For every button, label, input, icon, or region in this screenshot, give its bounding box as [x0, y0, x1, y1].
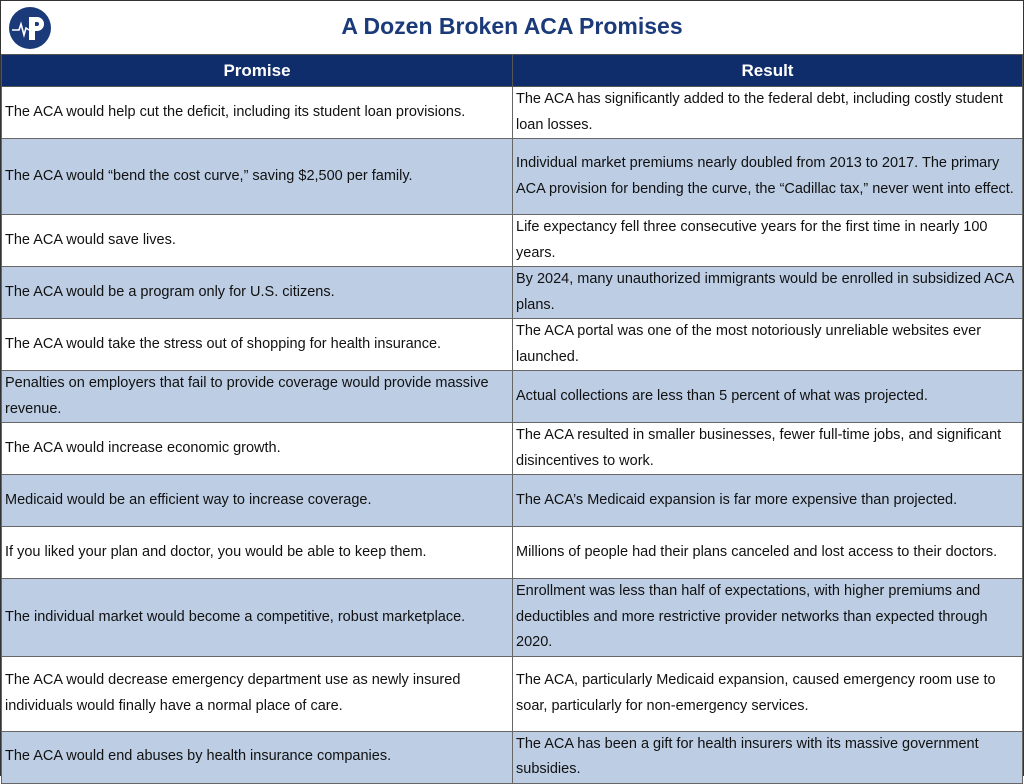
promises-table: [1, 54, 1023, 784]
promise-cell: Medicaid would be an efficient way to increase coverage.: [2, 475, 513, 527]
result-cell: Enrollment was less than half of expectations, with higher premiums and deductibles and more restrictive provider networks than expected through 2020.: [513, 579, 1023, 657]
page-title: A Dozen Broken ACA Promises: [341, 13, 683, 39]
promise-cell: The individual market would become a competitive, robust marketplace.: [2, 579, 513, 657]
table-row: [2, 475, 1023, 527]
table-row: [2, 267, 1023, 319]
promise-cell: If you liked your plan and doctor, you would be able to keep them.: [2, 527, 513, 579]
table-row: [2, 371, 1023, 423]
column-header-promise: Promise: [2, 55, 513, 87]
promise-cell: The ACA would save lives.: [2, 215, 513, 267]
table-row: [2, 215, 1023, 267]
result-cell: The ACA resulted in smaller businesses, fewer full-time jobs, and significant disincentives to work.: [513, 423, 1023, 475]
result-cell: The ACA’s Medicaid expansion is far more expensive than projected.: [513, 475, 1023, 527]
promise-cell: The ACA would “bend the cost curve,” saving $2,500 per family.: [2, 139, 513, 215]
table-row: [2, 731, 1023, 783]
result-cell: The ACA, particularly Medicaid expansion, caused emergency room use to soar, particularly for non-emergency services.: [513, 656, 1023, 731]
promise-cell: The ACA would decrease emergency department use as newly insured individuals would finally have a normal place of care.: [2, 656, 513, 731]
header-row: [2, 55, 1023, 87]
promise-cell: The ACA would end abuses by health insurance companies.: [2, 731, 513, 783]
result-cell: The ACA has significantly added to the federal debt, including costly student loan losses.: [513, 87, 1023, 139]
result-cell: Actual collections are less than 5 percent of what was projected.: [513, 371, 1023, 423]
promise-cell: Penalties on employers that fail to provide coverage would provide massive revenue.: [2, 371, 513, 423]
title-bar: [1, 1, 1023, 54]
result-cell: Millions of people had their plans canceled and lost access to their doctors.: [513, 527, 1023, 579]
result-cell: Life expectancy fell three consecutive years for the first time in nearly 100 years.: [513, 215, 1023, 267]
promise-cell: The ACA would be a program only for U.S. citizens.: [2, 267, 513, 319]
result-cell: Individual market premiums nearly doubled from 2013 to 2017. The primary ACA provision for bending the curve, the “Cadillac tax,” never went into effect.: [513, 139, 1023, 215]
table-row: [2, 423, 1023, 475]
column-header-result: Result: [513, 55, 1023, 87]
table-row: [2, 527, 1023, 579]
promise-cell: The ACA would help cut the deficit, including its student loan provisions.: [2, 87, 513, 139]
table-row: [2, 579, 1023, 657]
table-row: [2, 319, 1023, 371]
table-row: [2, 87, 1023, 139]
table-row: [2, 656, 1023, 731]
table-row: [2, 139, 1023, 215]
result-cell: The ACA portal was one of the most notoriously unreliable websites ever launched.: [513, 319, 1023, 371]
promise-cell: The ACA would increase economic growth.: [2, 423, 513, 475]
promise-cell: The ACA would take the stress out of shopping for health insurance.: [2, 319, 513, 371]
result-cell: The ACA has been a gift for health insurers with its massive government subsidies.: [513, 731, 1023, 783]
result-cell: By 2024, many unauthorized immigrants would be enrolled in subsidized ACA plans.: [513, 267, 1023, 319]
